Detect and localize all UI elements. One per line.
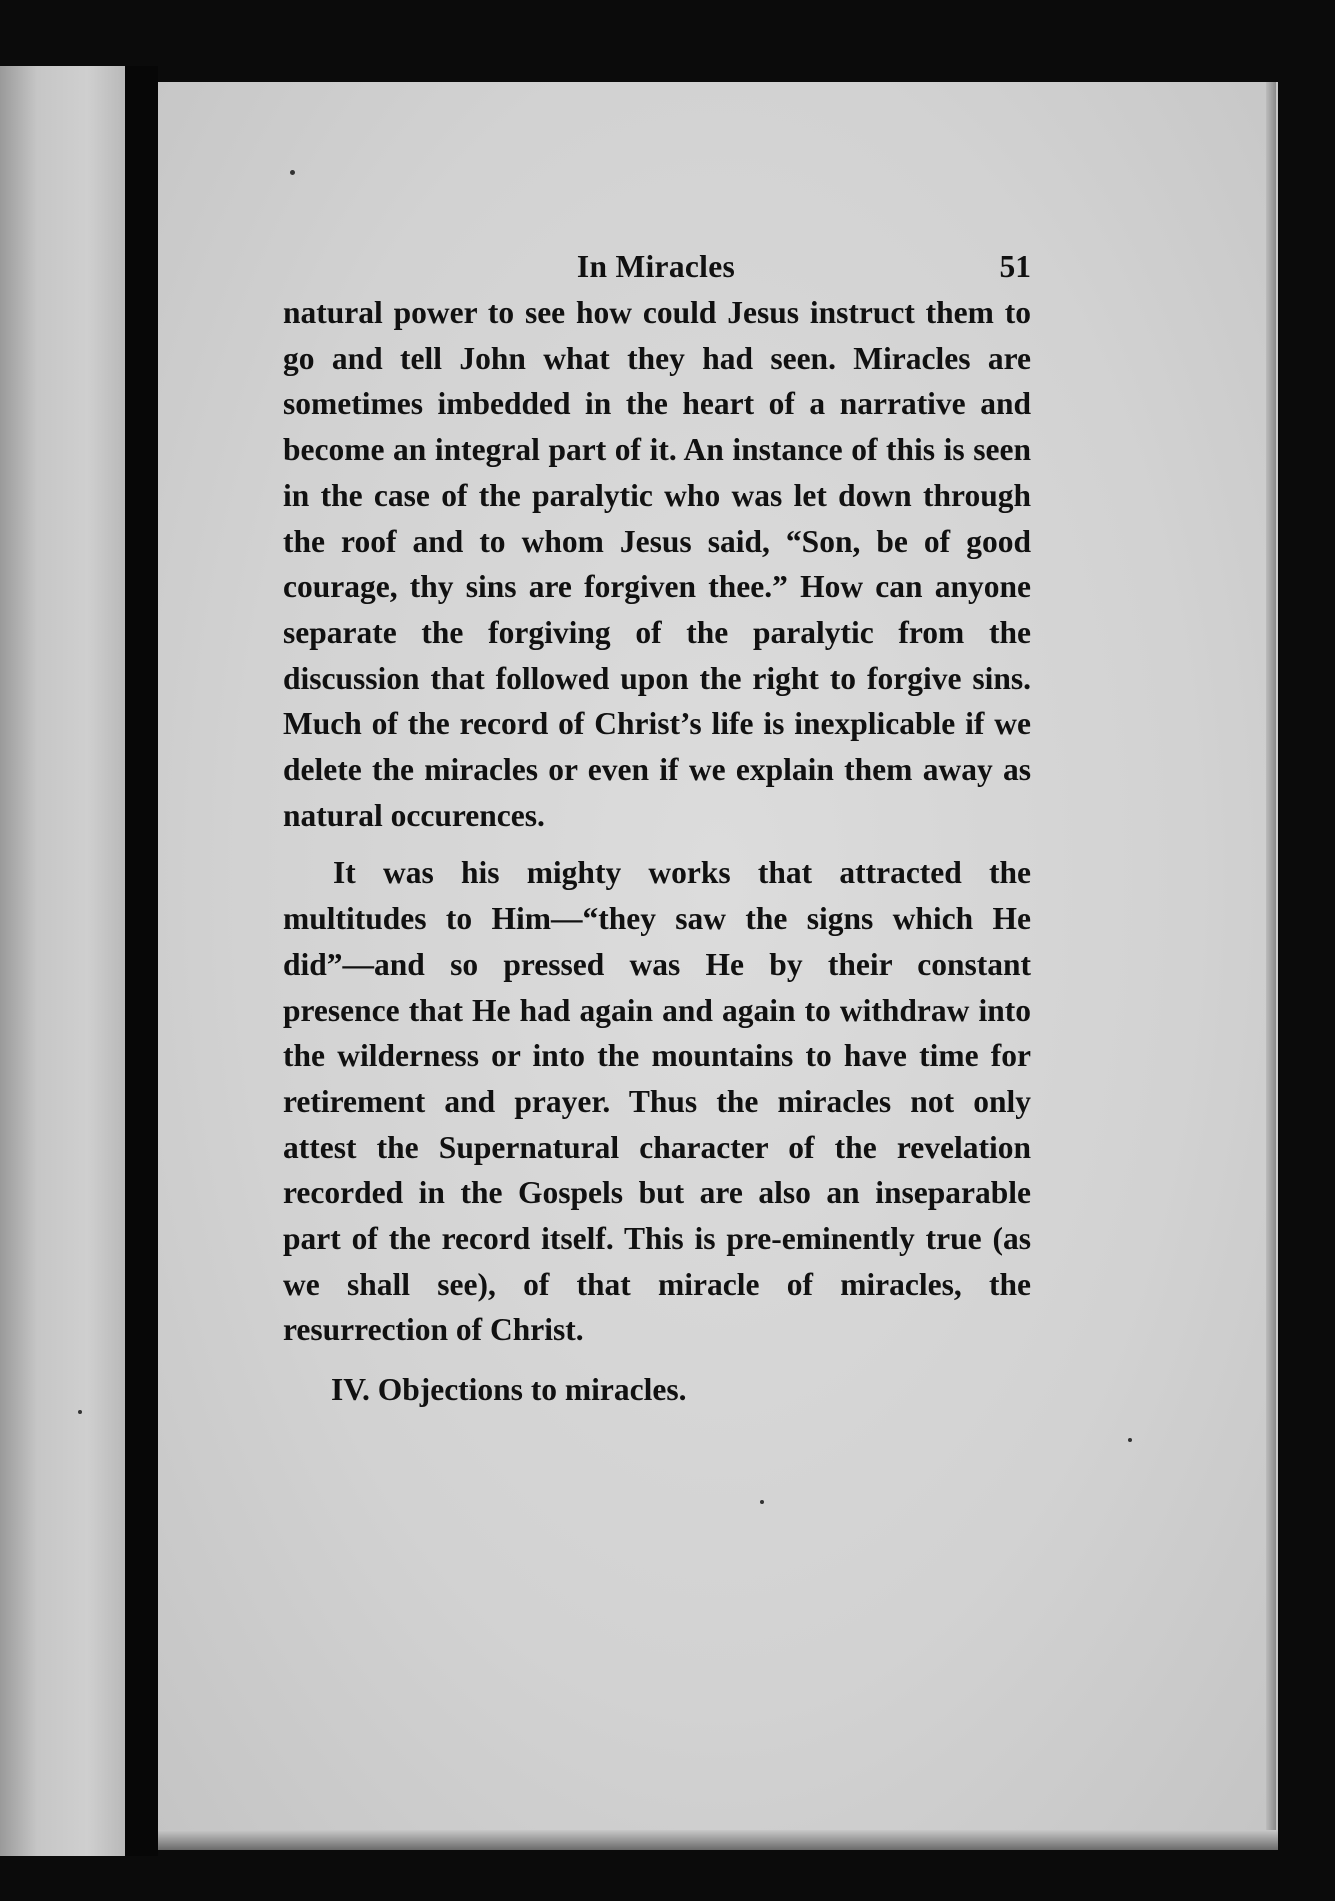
running-title: In Miracles — [576, 249, 736, 284]
dust-speck — [760, 1500, 764, 1504]
page-text — [283, 244, 1031, 1413]
running-header — [283, 244, 1031, 290]
paragraph-continuation: natural power to see how could Jesus instruct them to go and tell John what they had seen. Miracles are sometimes imbedded in the heart of a narrative and become an integral part of it. An instance of this is seen in the case of the paralytic who was let down through the roof and to whom Jesus said, “Son, be of good courage, thy sins are forgiven thee.” How can anyone separate the forgiving of the paralytic from the discussion that followed upon the right to forgive sins. Much of the record of Christ’s life is inexplicable if we delete the miracles or even if we explain them away as natural occurences. — [283, 295, 1031, 833]
binding-gutter — [125, 66, 158, 1856]
dust-speck — [1128, 1438, 1132, 1442]
page-number: 51 — [999, 249, 1031, 284]
page-bottom-edge — [158, 1830, 1278, 1850]
section-heading: IV. Objections to miracles. — [331, 1372, 687, 1408]
paragraph-mighty-works: It was his mighty works that attracted the multitudes to Him—“they saw the signs which He did”—and so pressed was He by their constant presence that He had again and again to withdraw into the wilderness or into the mountains to have time for retirement and prayer. Thus the miracles not only attest the Supernatural character of the revelation recorded in the Gospels but are also an inseparable part of the record itself. This is pre-eminently true (as we shall see), of that miracle of miracles, the resurrection of Christ. — [283, 855, 1031, 1348]
dust-speck — [290, 170, 295, 175]
dust-speck — [78, 1410, 82, 1414]
facing-page-edge — [0, 66, 125, 1856]
page-right-edge — [1266, 82, 1276, 1850]
